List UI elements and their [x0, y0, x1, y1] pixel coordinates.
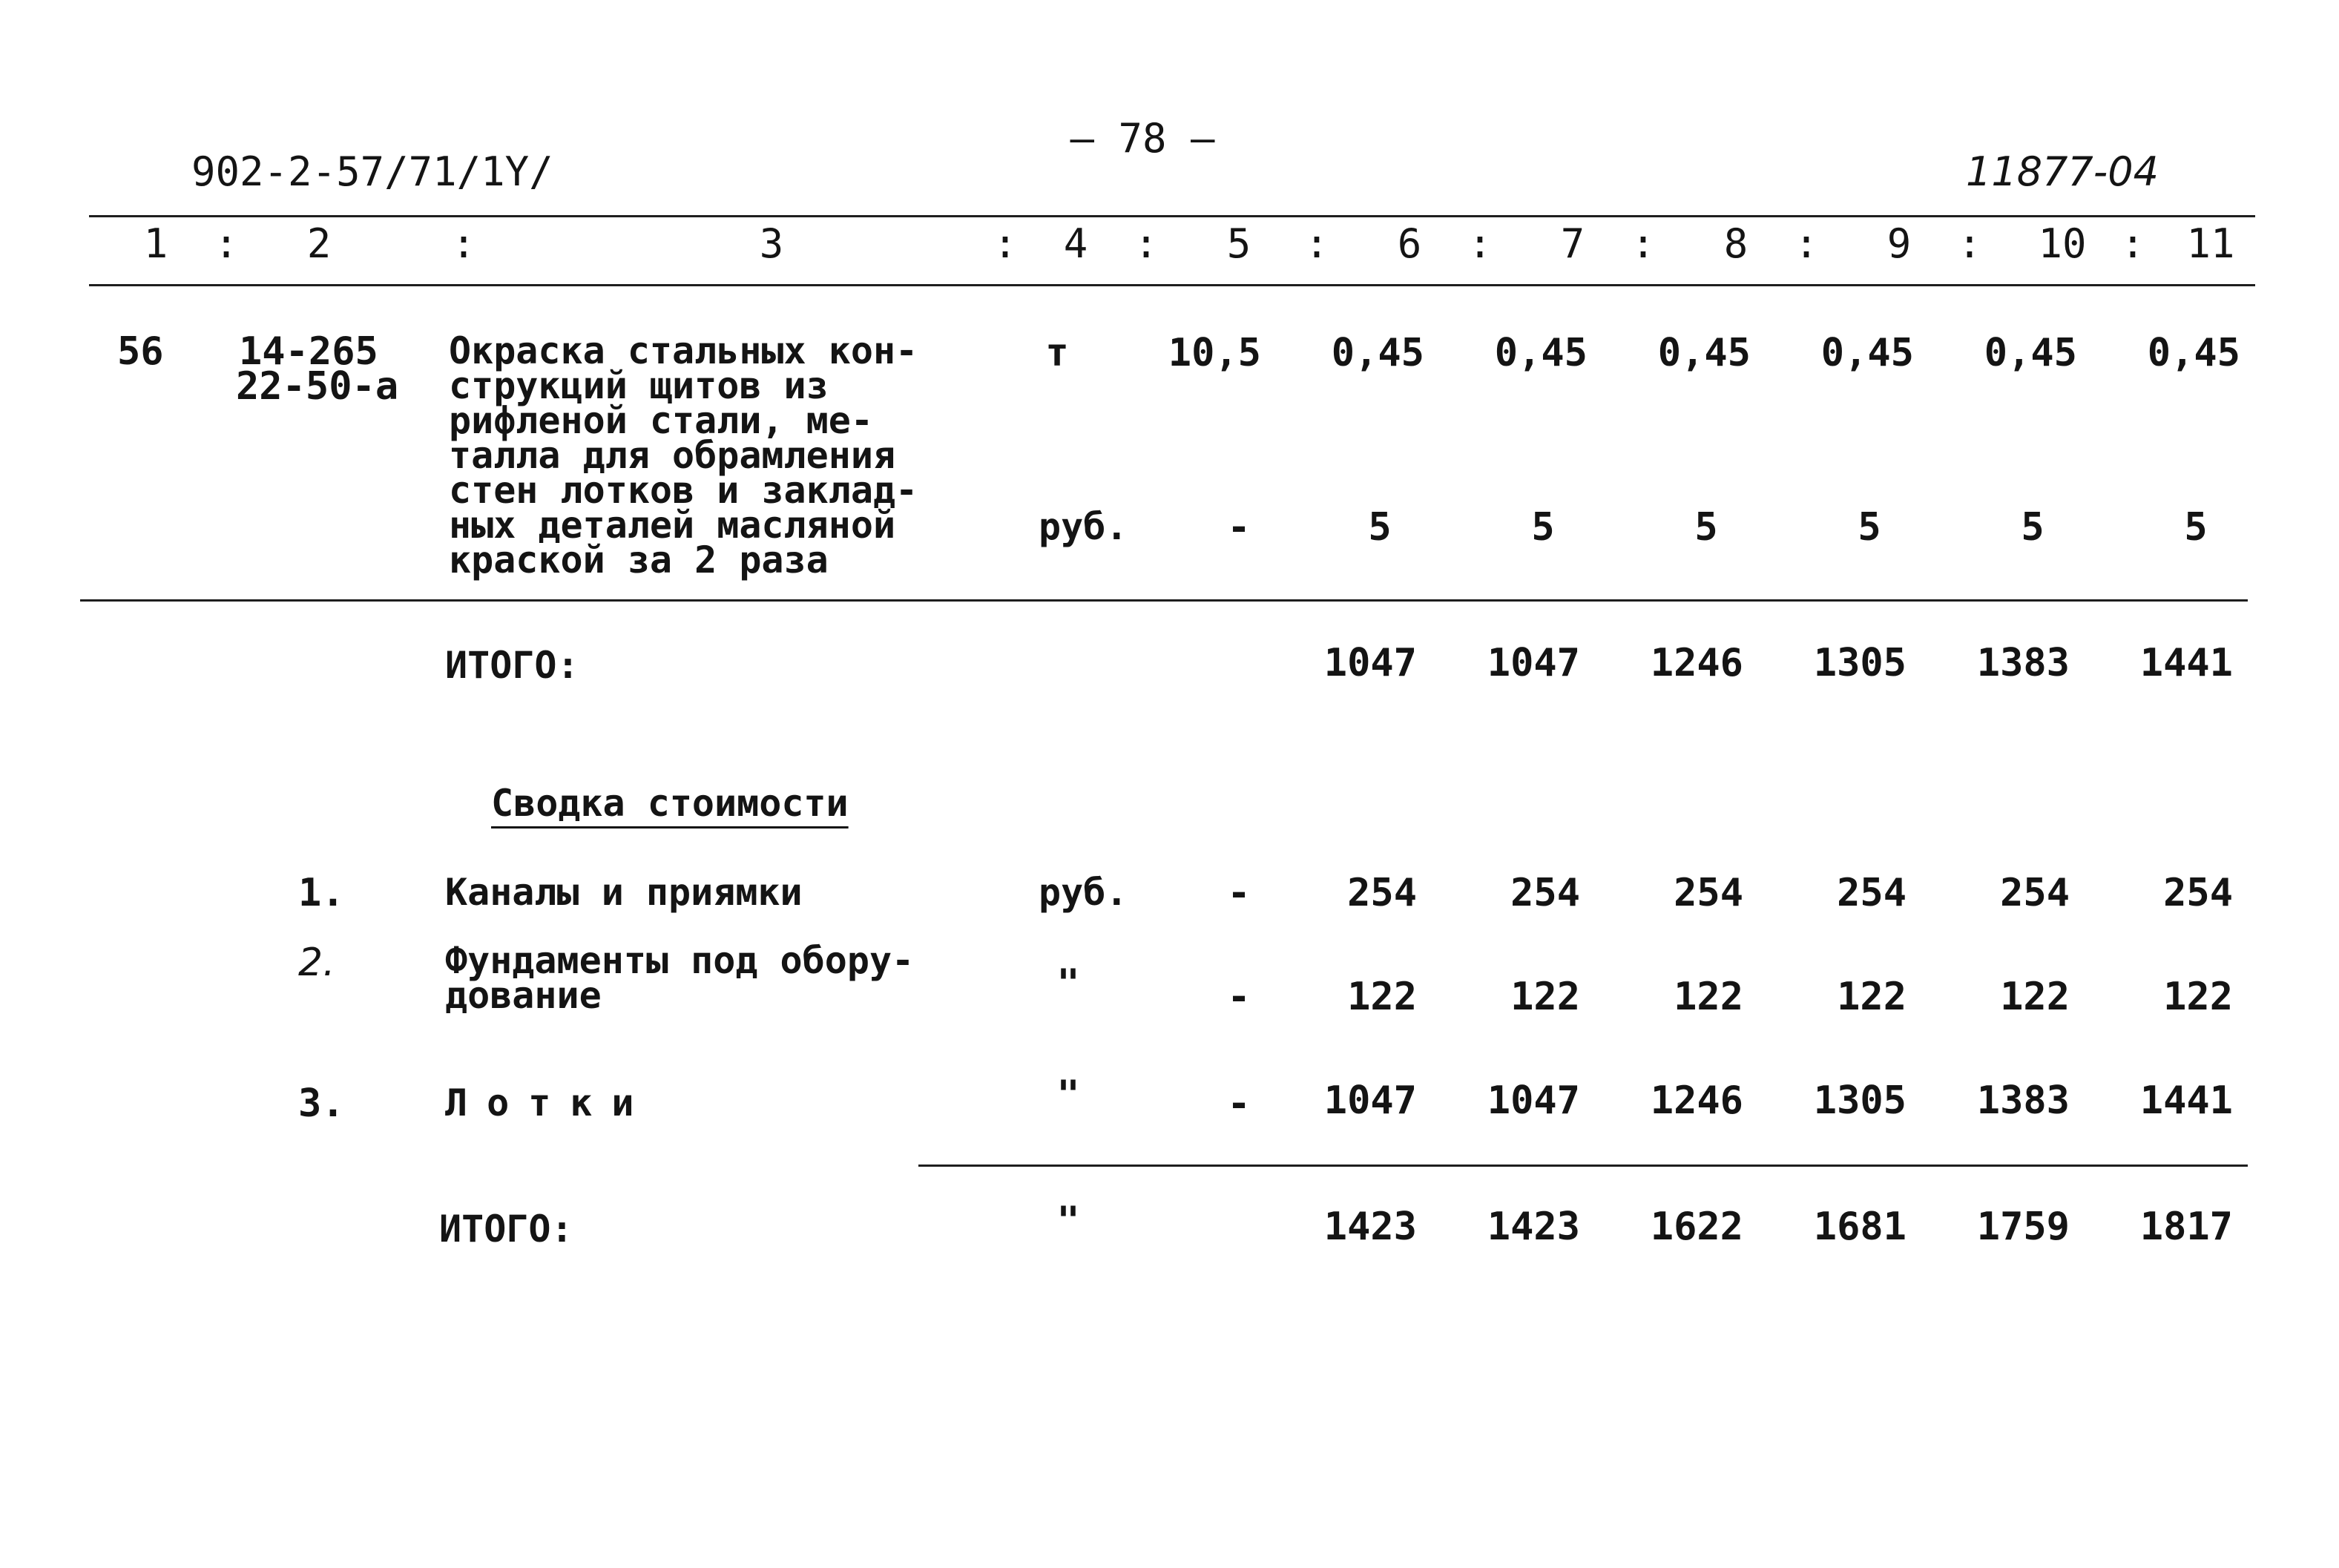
total-col-11: 1441	[2139, 641, 2233, 685]
grand-total-col-11: 1817	[2139, 1205, 2233, 1249]
total-label: ИТОГО:	[445, 644, 579, 687]
unit-tonnes: т	[1045, 331, 1069, 375]
col-header-9: 9	[1886, 220, 1912, 267]
total-col-6: 1047	[1323, 641, 1417, 685]
grand-total-col-6: 1423	[1323, 1205, 1417, 1249]
work-description: Окраска стальных кон- струкций щитов из рифленой стали, ме- талла для обрамления стен лотков и заклад- ных деталей масляной краской за 2 раза	[449, 329, 918, 582]
value-col-11: 0,45	[2147, 331, 2240, 375]
col-header-4: 4	[1063, 220, 1088, 267]
summary-value-col-11: 122	[2163, 975, 2233, 1019]
summary-value-col-8: 122	[1674, 975, 1743, 1019]
summary-value-col-10: 122	[2000, 975, 2070, 1019]
summary-title: Сводка стоимости	[491, 782, 849, 825]
summary-row-name: Лотки	[445, 1081, 654, 1124]
summary-value-col-6: 254	[1347, 871, 1417, 915]
col-header-6: 6	[1397, 220, 1422, 267]
summary-row-qty: -	[1227, 1081, 1251, 1126]
summary-value-col-6: 122	[1347, 975, 1417, 1019]
total-col-7: 1047	[1487, 641, 1580, 685]
summary-value-col-11: 1441	[2139, 1078, 2233, 1123]
value-col-6: 5	[1368, 505, 1392, 550]
col-header-3: 3	[759, 220, 784, 267]
col-header-2: 2	[306, 220, 332, 267]
grand-total-col-8: 1622	[1650, 1205, 1743, 1249]
col-separator: :	[451, 220, 476, 267]
summary-row-name: Каналы и приямки	[445, 871, 803, 914]
col-separator: :	[1794, 220, 1819, 267]
summary-row-number: 1.	[298, 871, 345, 915]
grand-total-col-9: 1681	[1813, 1205, 1907, 1249]
value-col-10: 5	[2021, 505, 2044, 550]
summary-value-col-10: 254	[2000, 871, 2070, 915]
col-header-1: 1	[143, 220, 168, 267]
quantity-rubles: -	[1227, 505, 1251, 550]
total-col-10: 1383	[1976, 641, 2070, 685]
col-header-10: 10	[2038, 220, 2087, 267]
total-col-8: 1246	[1650, 641, 1743, 685]
archive-stamp: 11877-04	[1966, 148, 2159, 195]
summary-row-qty: -	[1227, 871, 1251, 915]
col-header-7: 7	[1560, 220, 1585, 267]
col-header-8: 8	[1723, 220, 1749, 267]
summary-row-qty: -	[1227, 975, 1251, 1019]
value-col-6: 0,45	[1331, 331, 1424, 375]
summary-value-col-7: 122	[1510, 975, 1580, 1019]
quantity-tonnes: 10,5	[1168, 331, 1261, 375]
summary-value-col-9: 1305	[1813, 1078, 1907, 1123]
summary-value-col-10: 1383	[1976, 1078, 2070, 1123]
grand-total-label: ИТОГО:	[439, 1208, 573, 1251]
summary-value-col-9: 254	[1837, 871, 1907, 915]
summary-value-col-6: 1047	[1323, 1078, 1417, 1123]
value-col-9: 0,45	[1820, 331, 1914, 375]
page-number: — 78 —	[1070, 115, 1215, 162]
col-separator: :	[1957, 220, 1982, 267]
total-col-9: 1305	[1813, 641, 1907, 685]
value-col-7: 0,45	[1494, 331, 1588, 375]
col-header-5: 5	[1226, 220, 1251, 267]
summary-value-col-11: 254	[2163, 871, 2233, 915]
document-code: 902-2-57/71/1Y/	[191, 148, 553, 195]
col-separator: :	[1467, 220, 1493, 267]
col-separator: :	[1631, 220, 1656, 267]
col-separator: :	[993, 220, 1018, 267]
norm-code-line1: 14-265	[239, 329, 378, 374]
value-col-9: 5	[1858, 505, 1881, 550]
col-separator: :	[1304, 220, 1329, 267]
grand-total-col-7: 1423	[1487, 1205, 1580, 1249]
item-number: 56	[117, 329, 164, 374]
grand-total-unit: "	[1056, 1199, 1080, 1243]
col-separator: :	[2120, 220, 2145, 267]
col-header-11: 11	[2186, 220, 2235, 267]
summary-row-name: Фундаменты под обору- дование	[445, 939, 915, 1017]
summary-value-col-9: 122	[1837, 975, 1907, 1019]
section-divider-rule	[80, 599, 2248, 602]
norm-code-line2: 22-50-а	[236, 364, 399, 409]
grand-total-col-10: 1759	[1976, 1205, 2070, 1249]
summary-value-col-7: 1047	[1487, 1078, 1580, 1123]
summary-total-rule	[918, 1165, 2248, 1167]
header-bottom-rule	[89, 284, 2255, 286]
value-col-10: 0,45	[1984, 331, 2077, 375]
summary-value-col-8: 1246	[1650, 1078, 1743, 1123]
summary-row-number: 2.	[298, 941, 335, 985]
unit-rubles: руб.	[1039, 505, 1128, 548]
summary-value-col-7: 254	[1510, 871, 1580, 915]
summary-row-number: 3.	[298, 1081, 345, 1126]
summary-value-col-8: 254	[1674, 871, 1743, 915]
value-col-11: 5	[2184, 505, 2208, 550]
table-top-rule	[89, 215, 2255, 217]
summary-row-unit: "	[1056, 1073, 1080, 1117]
value-col-8: 0,45	[1657, 331, 1751, 375]
summary-row-unit: руб.	[1039, 871, 1128, 914]
value-col-7: 5	[1531, 505, 1555, 550]
col-separator: :	[1134, 220, 1159, 267]
summary-row-unit: "	[1056, 961, 1080, 1006]
col-separator: :	[214, 220, 239, 267]
value-col-8: 5	[1694, 505, 1718, 550]
